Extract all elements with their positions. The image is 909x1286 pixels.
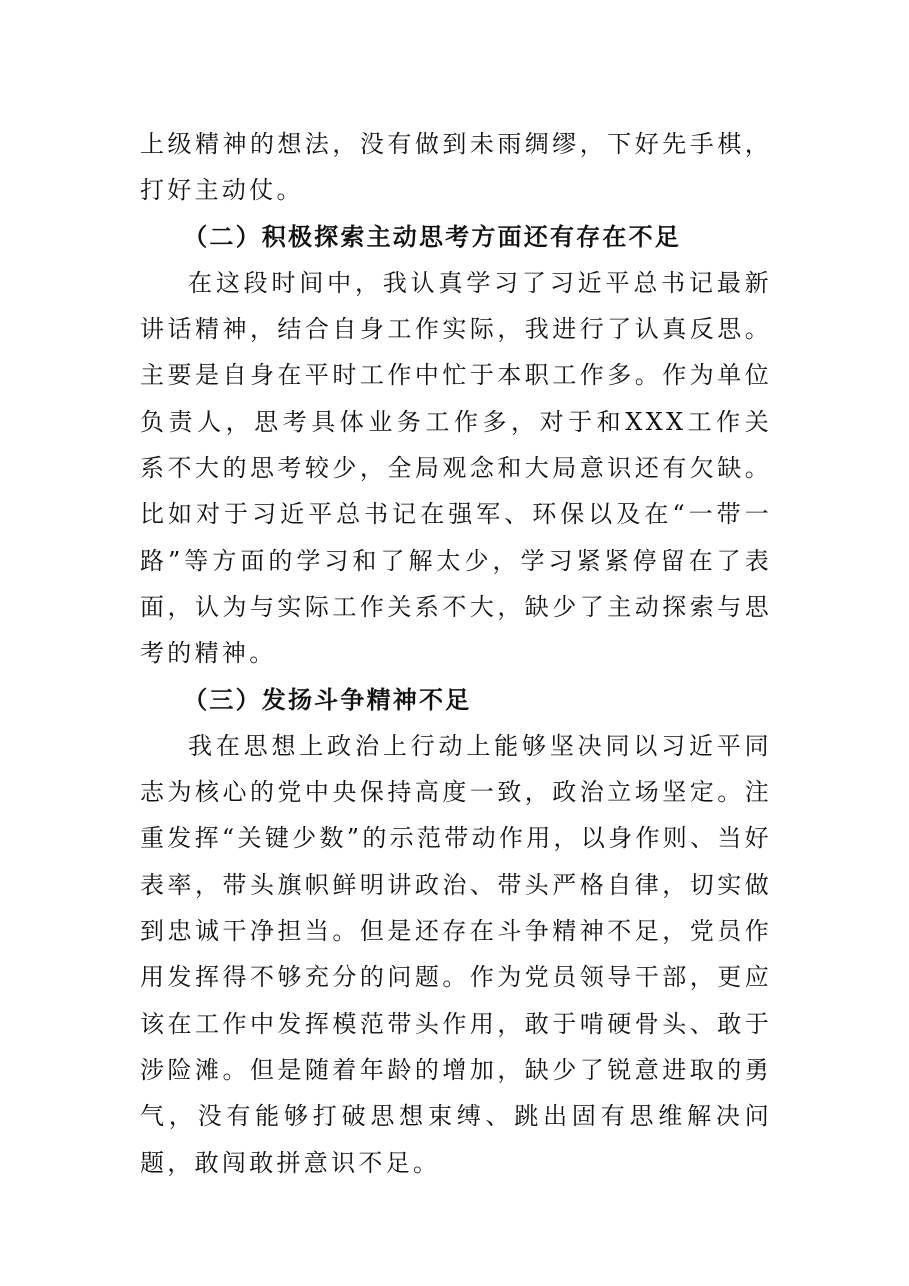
section-heading-2: （二）积极探索主动思考方面还有存在不足 (183, 222, 681, 251)
section-paragraph-2: 在这段时间中，我认真学习了习近平总书记最新讲话精神，结合自身工作实际，我进行了认真反思。主要是自身在平时工作中忙于本职工作多。作为单位负责人，思考具体业务工作多，对于和XXX工作关系不大的思考较少，全局观念和大局意识还有欠缺。比如对于习近平总书记在强军、环保以及在“一带一路”等方面的学习和了解太少，学习紧紧停留在了表面，认为与实际工作关系不大，缺少了主动探索与思考的精神。 (140, 268, 772, 668)
document-body (140, 121, 772, 1186)
section-heading-3: （三）发扬斗争精神不足 (183, 685, 472, 714)
section-paragraph-3: 我在思想上政治上行动上能够坚决同以习近平同志为核心的党中央保持高度一致，政治立场坚定。注重发挥“关键少数”的示范带动作用，以身作则、当好表率，带头旗帜鲜明讲政治、带头严格自律，切实做到忠诚干净担当。但是还存在斗争精神不足，党员作用发挥得不够充分的问题。作为党员领导干部，更应该在工作中发挥模范带头作用，敢于啃硬骨头、敢于涉险滩。但是随着年龄的增加，缺少了锐意进取的勇气，没有能够打破思想束缚、跳出固有思维解决问题，敢闯敢拼意识不足。 (140, 731, 772, 1177)
continued-paragraph: 上级精神的想法，没有做到未雨绸缪，下好先手棋，打好主动仗。 (140, 130, 772, 205)
